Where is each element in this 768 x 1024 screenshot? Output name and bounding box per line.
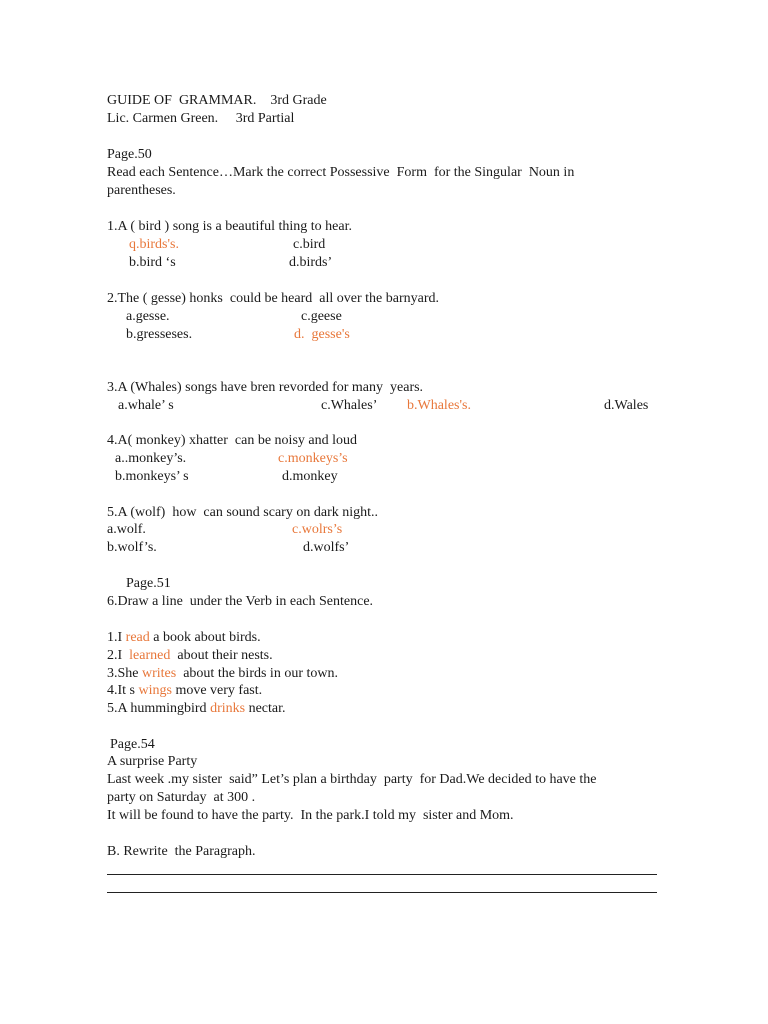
page-50-label: Page.50 bbox=[107, 147, 152, 162]
q4-option-b: b.monkeys’ s bbox=[115, 469, 189, 484]
title-text: GUIDE OF GRAMMAR. bbox=[107, 93, 257, 108]
q3-option-c: c.Whales’ bbox=[321, 398, 378, 413]
verb-answer: wings bbox=[138, 683, 172, 698]
sentence-text: 2.I bbox=[107, 648, 130, 663]
sentence-text: 1.I bbox=[107, 630, 126, 645]
teacher-line bbox=[107, 110, 294, 128]
verb-sentence-2 bbox=[107, 647, 273, 665]
story-line-2: party on Saturday at 300 . bbox=[107, 790, 256, 805]
verb-answer: writes bbox=[142, 666, 177, 681]
sentence-text: a book about birds. bbox=[149, 630, 261, 645]
partial-text: 3rd Partial bbox=[235, 111, 295, 126]
q5-option-c-answer: c.wolrs’s bbox=[292, 522, 343, 537]
q1-option-a-answer: q.birds's. bbox=[129, 237, 179, 252]
q3-option-d: d.Wales bbox=[604, 398, 649, 413]
sentence-text: 5.A hummingbird bbox=[107, 701, 211, 716]
q4-option-a: a..monkey’s. bbox=[115, 451, 187, 466]
q5-option-b: b.wolf’s. bbox=[107, 540, 157, 555]
q2-option-d-answer: d. gesse's bbox=[294, 327, 350, 342]
q2-option-a: a.gesse. bbox=[126, 309, 170, 324]
answer-line-2 bbox=[107, 892, 657, 893]
q4-option-c-answer: c.monkeys’s bbox=[278, 451, 348, 466]
q1-option-b: b.bird ‘s bbox=[129, 255, 176, 270]
sentence-text: 3.She bbox=[107, 666, 142, 681]
q5-option-d: d.wolfs’ bbox=[303, 540, 350, 555]
story-line-1: Last week .my sister said” Let’s plan a birthday party for Dad.We decided to have the bbox=[107, 772, 597, 787]
sentence-text: nectar. bbox=[245, 701, 286, 716]
q2-option-c: c.geese bbox=[301, 309, 342, 324]
worksheet-title bbox=[107, 92, 327, 110]
rewrite-instruction: B. Rewrite the Paragraph. bbox=[107, 844, 256, 859]
q1-option-c: c.bird bbox=[293, 237, 326, 252]
teacher-name: Lic. Carmen Green. bbox=[107, 111, 219, 126]
question-4: 4.A( monkey) xhatter can be noisy and loud bbox=[107, 433, 357, 448]
instruction-line-1: Read each Sentence…Mark the correct Possessive Form for the Singular Noun in bbox=[107, 165, 575, 180]
story-title: A surprise Party bbox=[107, 754, 198, 769]
page-54-label: Page.54 bbox=[110, 737, 155, 752]
sentence-text: move very fast. bbox=[171, 683, 263, 698]
verb-sentence-5 bbox=[107, 700, 285, 718]
question-2: 2.The ( gesse) honks could be heard all over the barnyard. bbox=[107, 291, 439, 306]
verb-answer: drinks bbox=[210, 701, 246, 716]
verb-sentence-4 bbox=[107, 682, 262, 700]
question-5: 5.A (wolf) how can sound scary on dark night.. bbox=[107, 505, 379, 520]
q3-option-a: a.whale’ s bbox=[118, 398, 174, 413]
answer-line-1 bbox=[107, 874, 657, 875]
instruction-line-2: parentheses. bbox=[107, 183, 176, 198]
q1-option-d: d.birds’ bbox=[289, 255, 333, 270]
verb-answer: read bbox=[125, 630, 150, 645]
q3-option-b-answer: b.Whales's. bbox=[407, 398, 471, 413]
verb-instruction: 6.Draw a line under the Verb in each Sentence. bbox=[107, 594, 374, 609]
verb-answer: learned bbox=[129, 648, 171, 663]
grade-text: 3rd Grade bbox=[270, 93, 327, 108]
sentence-text: about their nests. bbox=[170, 648, 273, 663]
q2-option-b: b.gresseses. bbox=[126, 327, 193, 342]
verb-sentence-3 bbox=[107, 665, 338, 683]
question-3: 3.A (Whales) songs have bren revorded for many years. bbox=[107, 380, 424, 395]
story-line-3: It will be found to have the party. In the park.I told my sister and Mom. bbox=[107, 808, 514, 823]
verb-sentence-1 bbox=[107, 629, 261, 647]
page-51-label: Page.51 bbox=[126, 576, 171, 591]
q5-option-a: a.wolf. bbox=[107, 522, 146, 537]
question-1: 1.A ( bird ) song is a beautiful thing to hear. bbox=[107, 219, 352, 234]
q4-option-d: d.monkey bbox=[282, 469, 338, 484]
sentence-text: about the birds in our town. bbox=[176, 666, 338, 681]
sentence-text: 4.It s bbox=[107, 683, 139, 698]
